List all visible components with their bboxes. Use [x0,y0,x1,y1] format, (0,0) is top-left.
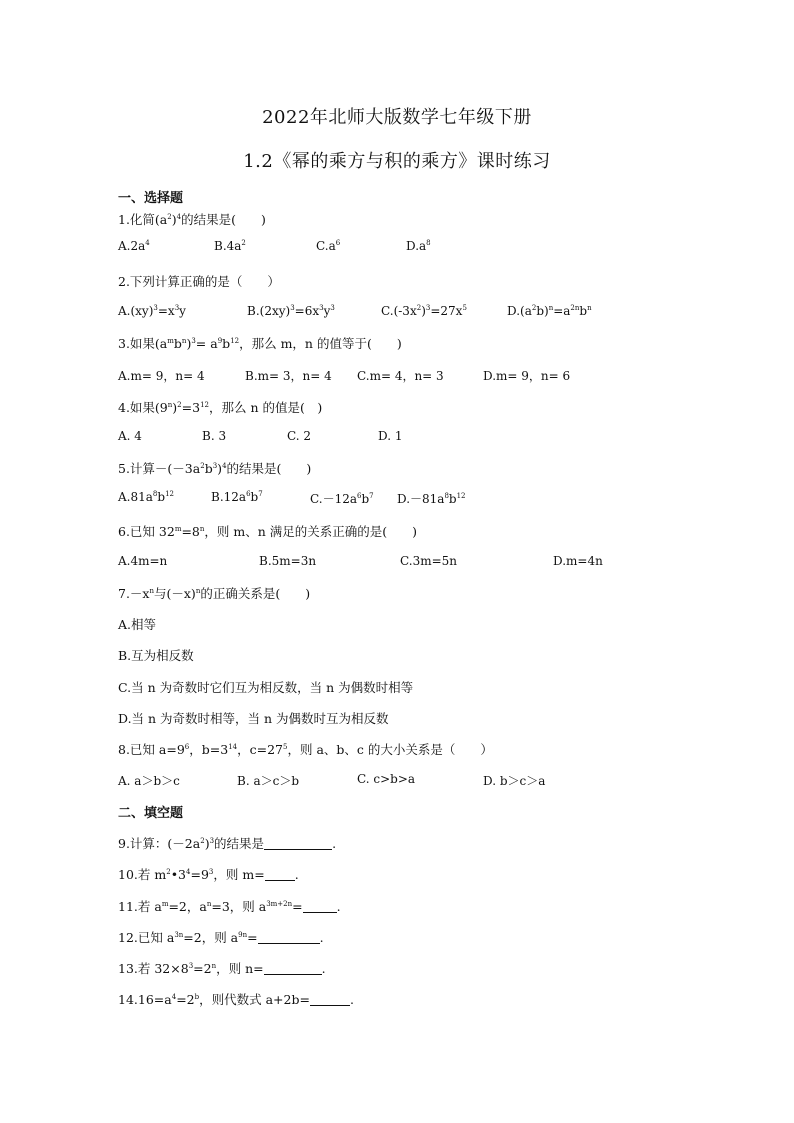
q6-option-a: A.4m=n [118,554,168,568]
q4-option-c: C. 2 [287,429,312,443]
question-4: 4.如果$(9^n)^2=3^{12}$，那么 n 的值是( ) [118,400,323,415]
q5-option-a: $A.81a^8b^{12}$ [118,490,174,504]
q3-option-a: A.m= 9，n= 4 [118,369,205,383]
answer-blank[interactable] [265,868,295,881]
q1-option-a: $A.2a^4$ [118,239,150,253]
question-9: 9.计算：$(-2a^2)^3$的结果是 . [118,836,337,851]
q7-option-b: B.互为相反数 [118,648,194,663]
question-2: 2.下列计算正确的是（ ） [118,274,280,289]
q8-option-c: C. c>b>a [357,772,416,786]
answer-blank[interactable] [264,962,322,975]
q5-option-d: $D.-81a^8b^{12}$ [397,492,466,506]
answer-blank[interactable] [258,931,320,944]
q2-option-b: $B.(2xy)^3=6x^3y^3$ [247,304,335,318]
q7-option-c: C.当 n 为奇数时它们互为相反数，当 n 为偶数时相等 [118,680,414,695]
question-3: 3.如果$(a^mb^n)^3= a^9b^{12}$，那么 m，n 的值等于( ) [118,336,402,351]
q6-option-c: C.3m=5n [400,554,457,568]
q1-text: 1.化简(a [118,212,168,227]
q7-option-d: D.当 n 为奇数时相等，当 n 为偶数时互为相反数 [118,711,389,726]
q5-option-c: $C.-12a^6b^7$ [310,492,374,506]
q1-option-b: $B.4a^2$ [214,239,246,253]
q3-option-b: B.m= 3，n= 4 [245,369,332,383]
q7-option-a: A.相等 [118,617,157,632]
q8-option-b: B. a＞c＞b [237,774,300,788]
q2-option-a: $A.(xy)^3=x^3y$ [118,304,186,318]
q4-option-b: B. 3 [202,429,227,443]
q1-text-mid: ) [171,212,177,227]
q8-option-d: D. b＞c＞a [483,774,546,788]
question-1 [118,210,266,228]
q2-option-c: $C.(-3x^2)^3=27x^5$ [381,304,467,318]
q2-option-d: $D.(a^2b)^n=a^{2n}b^n$ [507,304,592,318]
answer-blank[interactable] [264,837,332,850]
q1-text-end: 的结果是( ) [181,212,266,227]
q1-option-c: $C.a^6$ [316,239,341,253]
question-10: 10.若 $m^2•3^4=9^3$，则 m= . [118,867,299,882]
section-heading-fill: 二、填空题 [118,806,184,821]
q1-exp-1: 2 [167,213,172,221]
q6-option-b: B.5m=3n [259,554,317,568]
question-8: 8.已知 $a=9^6$，$b=3^{14}$，$c=27^5$，则 a、b、c 的大小关系是（ ） [118,742,493,757]
section-heading-choice: 一、选择题 [118,191,184,206]
answer-blank[interactable] [303,900,337,913]
q1-exp-2: 4 [176,213,182,221]
q3-option-c: C.m= 4，n= 3 [357,369,444,383]
q6-option-d: D.m=4n [553,554,603,568]
question-11: 11.若 $a^m=2$，$a^n=3$，则 $a^{3m+2n}=$ . [118,899,341,914]
q4-option-a: A. 4 [118,429,142,443]
q3-option-d: D.m= 9，n= 6 [483,369,571,383]
q1-option-d: $D.a^8$ [406,239,431,253]
page-subtitle: 1.2《幂的乘方与积的乘方》课时练习 [243,151,551,172]
question-5: 5.计算$-(-3a^2b^3)^4$的结果是( ) [118,461,312,476]
question-13: 13.若 $32\times 8^3=2^n$，则 n= . [118,961,326,976]
answer-blank[interactable] [310,993,350,1006]
page-title: 2022年北师大版数学七年级下册 [262,107,532,128]
question-7: $7.-x^n$与$(-x)^n$的正确关系是( ) [118,586,311,601]
question-14: $14.16=a^4=2^b$，则代数式 a+2b= . [118,992,354,1007]
question-12: 12.已知 $a^{3n}=2$，则 $a^{9n}=$ . [118,930,324,945]
q5-option-b: $B.12a^6b^7$ [211,490,263,504]
q8-option-a: A. a＞b＞c [118,774,180,788]
question-6: 6.已知 $32^m=8^n$，则 m、n 满足的关系正确的是( ) [118,524,418,539]
q4-option-d: D. 1 [378,429,403,443]
